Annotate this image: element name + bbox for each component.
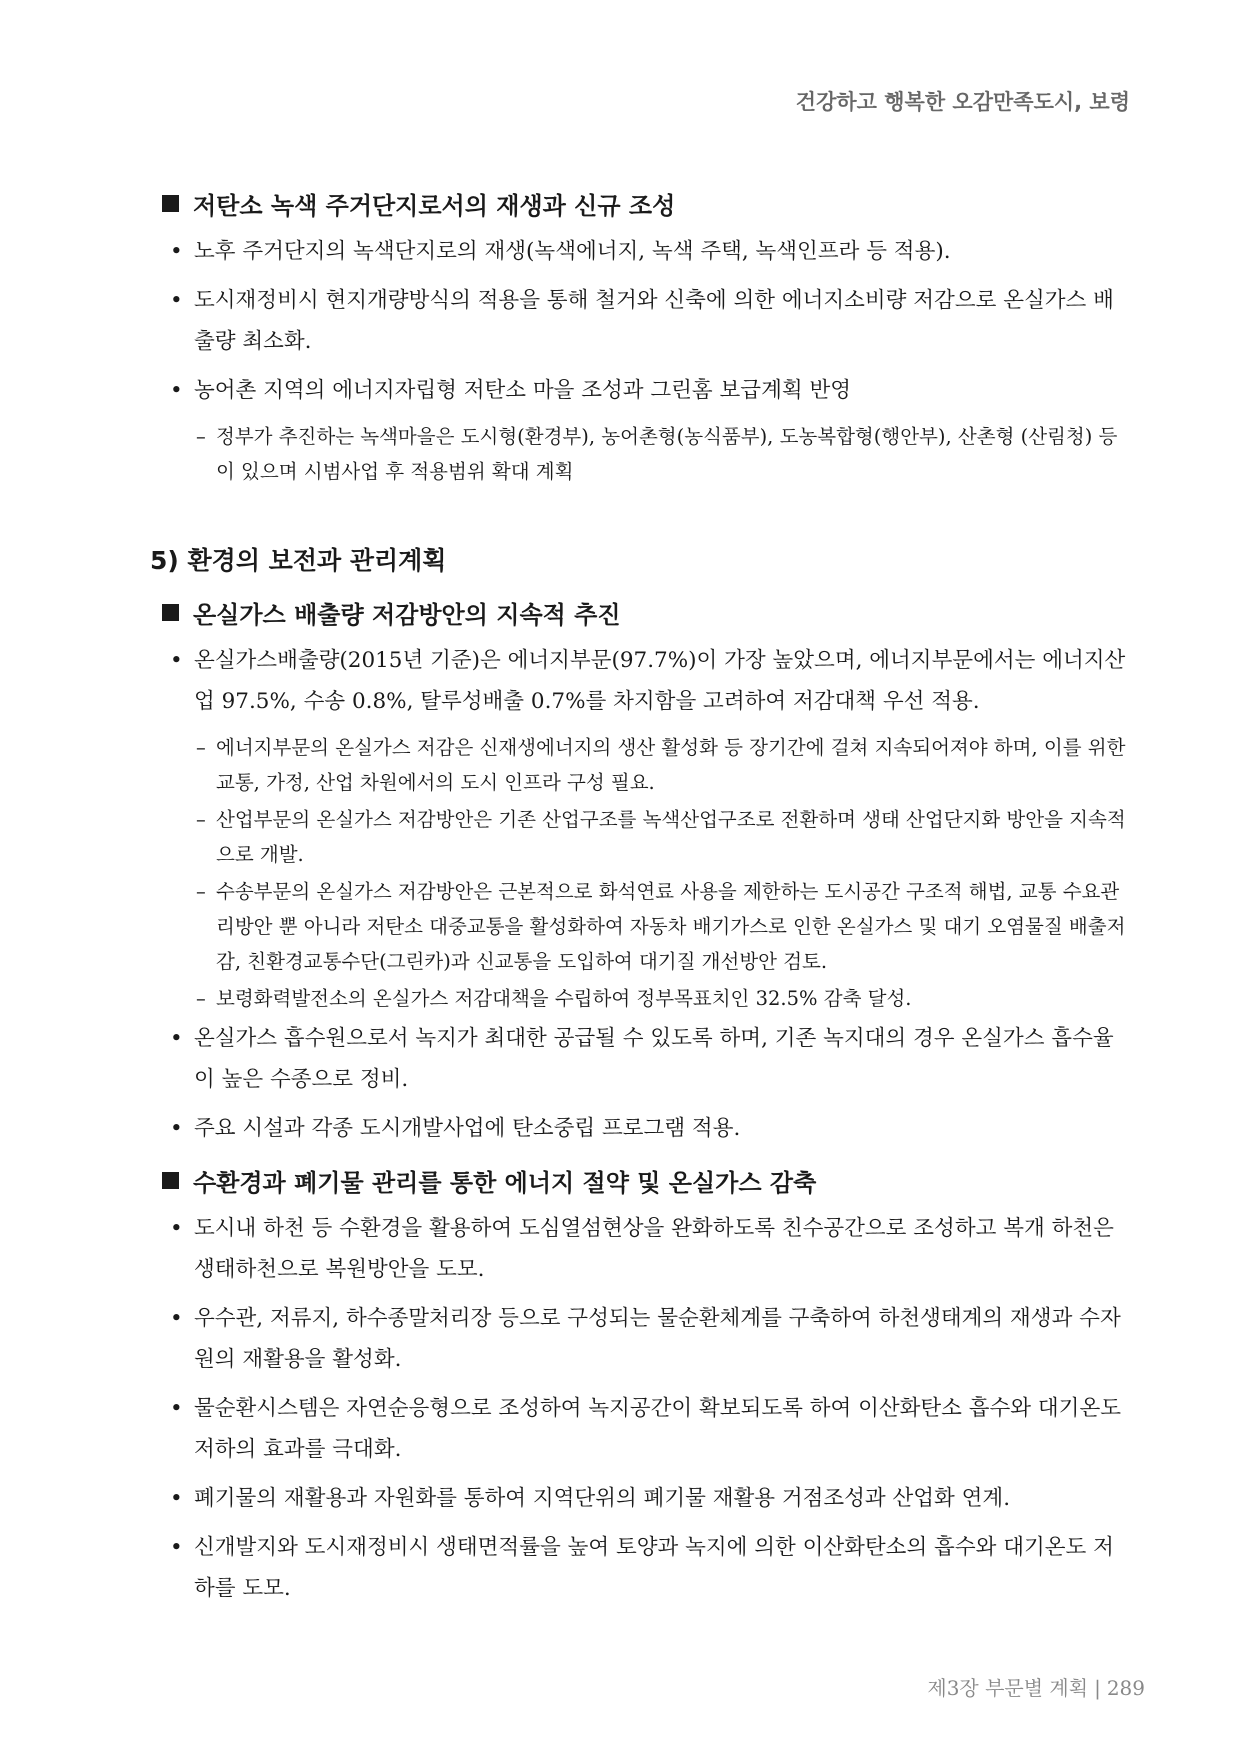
list-item: • 폐기물의 재활용과 자원화를 통하여 지역단위의 폐기물 재활용 거점조성과 산업화 연계.: [150, 1478, 1130, 1519]
list-item: • 농어촌 지역의 에너지자립형 저탄소 마을 조성과 그린홈 보급계획 반영: [150, 370, 1130, 411]
subheading-low-carbon-housing: [162, 186, 1130, 221]
sub-list-item: – 보령화력발전소의 온실가스 저감대책을 수립하여 정부목표치인 32.5% 감축 달성.: [150, 981, 1130, 1016]
subheading-text: 온실가스 배출량 저감방안의 지속적 추진: [193, 601, 621, 629]
chapter-label: 제3장 부문별 계획: [927, 1676, 1089, 1700]
subheading-water-waste: [162, 1163, 1130, 1198]
list-item: • 우수관, 저류지, 하수종말처리장 등으로 구성되는 물순환체계를 구축하여 하천생태계의 재생과 수자원의 재활용을 활성화.: [150, 1298, 1130, 1380]
subheading-text: 저탄소 녹색 주거단지로서의 재생과 신규 조성: [193, 192, 676, 220]
list-item: • 도시내 하천 등 수환경을 활용하여 도심열섬현상을 완화하도록 친수공간으로 조성하고 복개 하천은 생태하천으로 복원방안을 도모.: [150, 1208, 1130, 1290]
subheading-text: 수환경과 폐기물 관리를 통한 에너지 절약 및 온실가스 감축: [193, 1169, 817, 1197]
page-content: [150, 186, 1130, 1617]
list-item: • 주요 시설과 각종 도시개발사업에 탄소중립 프로그램 적용.: [150, 1108, 1130, 1149]
subheading-ghg-reduction: [162, 595, 1130, 630]
page-footer: [927, 1672, 1145, 1701]
list-item: • 신개발지와 도시재정비시 생태면적률을 높여 토양과 녹지에 의한 이산화탄소의 흡수와 대기온도 저하를 도모.: [150, 1527, 1130, 1609]
sub-list-item: – 산업부문의 온실가스 저감방안은 기존 산업구조를 녹색산업구조로 전환하며 생태 산업단지화 방안을 지속적으로 개발.: [150, 802, 1130, 872]
square-bullet-icon: [162, 1172, 179, 1189]
footer-separator: |: [1094, 1676, 1101, 1700]
square-bullet-icon: [162, 195, 179, 212]
running-header: 건강하고 행복한 오감만족도시, 보령: [795, 90, 1130, 114]
sub-list-item: – 정부가 추진하는 녹색마을은 도시형(환경부), 농어촌형(농식품부), 도농복합형(행안부), 산촌형 (산림청) 등이 있으며 시범사업 후 적용범위 확대 계획: [150, 419, 1130, 489]
page-number: 289: [1106, 1676, 1145, 1700]
sub-list-item: – 에너지부문의 온실가스 저감은 신재생에너지의 생산 활성화 등 장기간에 걸쳐 지속되어져야 하며, 이를 위한 교통, 가정, 산업 차원에서의 도시 인프라 구성 필요.: [150, 730, 1130, 800]
section-title: 5) 환경의 보전과 관리계획: [150, 546, 447, 575]
list-item: • 온실가스 흡수원으로서 녹지가 최대한 공급될 수 있도록 하며, 기존 녹지대의 경우 온실가스 흡수율이 높은 수종으로 정비.: [150, 1018, 1130, 1100]
sub-list-item: – 수송부문의 온실가스 저감방안은 근본적으로 화석연료 사용을 제한하는 도시공간 구조적 해법, 교통 수요관리방안 뿐 아니라 저탄소 대중교통을 활성화하여 자동차 배기가스로 인한 온실가스 및 대기 오염물질 배출저감, 친환경교통수단(그린카)과 신교통을 도입하여 대기질 개선방안 검토.: [150, 874, 1130, 979]
list-item: • 온실가스배출량(2015년 기준)은 에너지부문(97.7%)이 가장 높았으며, 에너지부문에서는 에너지산업 97.5%, 수송 0.8%, 탈루성배출 0.7%를 차지함을 고려하여 저감대책 우선 적용.: [150, 640, 1130, 722]
list-item: • 도시재정비시 현지개량방식의 적용을 통해 철거와 신축에 의한 에너지소비량 저감으로 온실가스 배출량 최소화.: [150, 280, 1130, 362]
square-bullet-icon: [162, 604, 179, 621]
list-item: • 노후 주거단지의 녹색단지로의 재생(녹색에너지, 녹색 주택, 녹색인프라 등 적용).: [150, 231, 1130, 272]
list-item: • 물순환시스템은 자연순응형으로 조성하여 녹지공간이 확보되도록 하여 이산화탄소 흡수와 대기온도 저하의 효과를 극대화.: [150, 1388, 1130, 1470]
